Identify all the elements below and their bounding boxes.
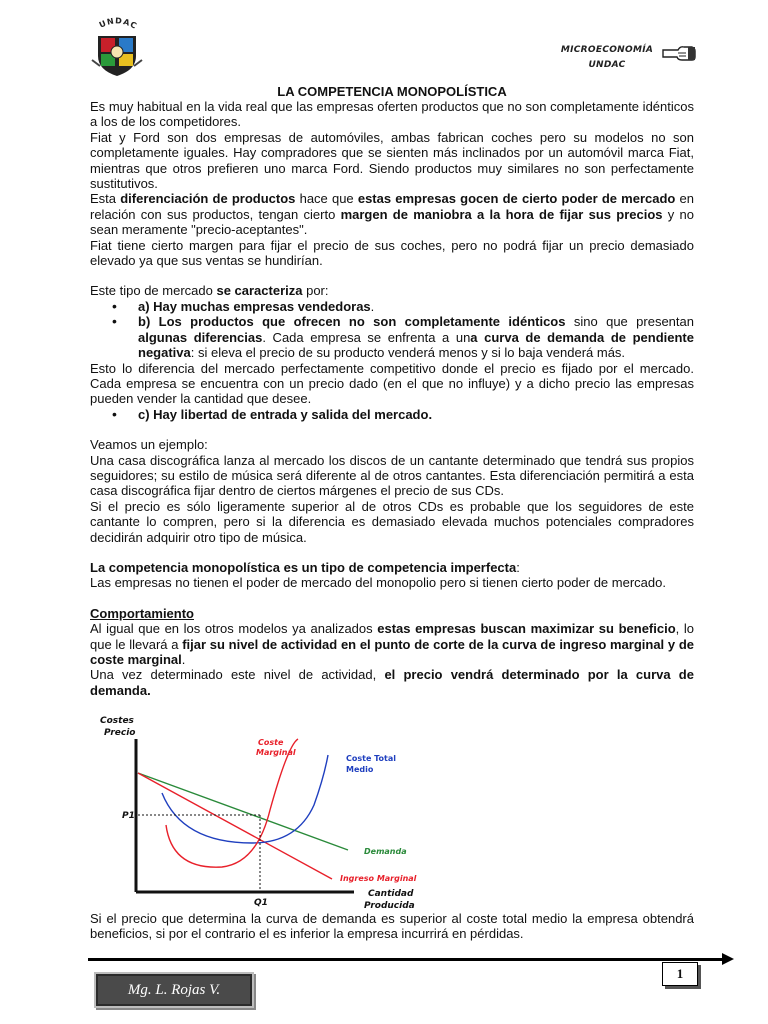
list-item: • a) Hay muchas empresas vendedoras. bbox=[90, 299, 694, 314]
paragraph: La competencia monopolística es un tipo de competencia imperfecta: bbox=[90, 559, 520, 575]
paragraph: Las empresas no tienen el poder de mercado del monopolio pero si tienen cierto poder de mercado. bbox=[90, 575, 666, 591]
footer-rule bbox=[88, 958, 728, 961]
marginal-revenue-label: Ingreso Marginal bbox=[340, 874, 417, 883]
paragraph: Fiat tiene cierto margen para fijar el precio de sus coches, pero no podrá fijar un precio demasiado elevado ya que sus ventas se hundirían. bbox=[90, 237, 694, 269]
paragraph: Veamos un ejemplo: bbox=[90, 437, 208, 453]
course-header bbox=[552, 43, 662, 73]
list-item: • b) Los productos que ofrecen no son completamente idénticos sino que presentan algunas diferencias. Cada empresa se enfrenta a una curva de demanda de pendiente negativa: si eleva el precio de su producto venderá menos y si lo baja venderá más. bbox=[90, 314, 694, 360]
average-total-cost-label: Medio bbox=[346, 765, 374, 774]
paragraph: Si el precio es sólo ligeramente superior al de otros CDs es probable que los seguidores de este cantante lo compren, pero si la diferencia es demasiado elevada muchos potenciales compradores decidirán adquirir otro tipo de música. bbox=[90, 498, 694, 545]
document-body bbox=[90, 99, 694, 698]
svg-text:UNDAC bbox=[98, 16, 139, 31]
marginal-cost-label: Marginal bbox=[256, 748, 296, 757]
characteristics-list bbox=[90, 407, 694, 422]
demand-label: Demanda bbox=[364, 847, 407, 856]
paragraph: Es muy habitual en la vida real que las empresas oferten productos que no son completamente idénticos a los de los competidores. bbox=[90, 99, 694, 130]
monopolistic-competition-chart bbox=[92, 715, 422, 915]
paragraph: Una vez determinado este nivel de actividad, el precio vendrá determinado por la curva de demanda. bbox=[90, 667, 694, 698]
paragraph: Fiat y Ford son dos empresas de automóviles, ambas fabrican coches pero su modelos no son completamente iguales. Hay compradores que se sienten más inclinados por un automóvil marca Fiat, mientras que otros prefieren uno marca Ford. Siendo productos muy similares no son perfectamente sustitutivos. bbox=[90, 129, 694, 192]
paragraph: Al igual que en los otros modelos ya analizados estas empresas buscan maximizar su beneficio, lo que le llevará a fijar su nivel de actividad en el punto de corte de la curva de ingreso marginal y de coste marginal. bbox=[90, 621, 695, 667]
university-logo bbox=[88, 16, 146, 78]
author-badge: Mg. L. Rojas V. bbox=[94, 972, 254, 1008]
page-title: LA COMPETENCIA MONOPOLÍSTICA bbox=[277, 84, 507, 99]
page-number: 1 bbox=[662, 962, 698, 986]
marginal-cost-curve bbox=[166, 739, 298, 867]
paragraph: Esto lo diferencia del mercado perfectamente competitivo donde el precio es fijado por el mercado. Cada empresa se encuentra con un precio dado (en el que no influye) y a dicho precio las empresas pueden vender la cantidad que desee. bbox=[90, 360, 694, 407]
paragraph: Si el precio que determina la curva de demanda es superior al coste total medio la empresa obtendrá beneficios, si por el contrario el es inferior la empresa incurrirá en pérdidas. bbox=[90, 911, 694, 942]
section-heading: Comportamiento bbox=[90, 605, 194, 621]
characteristics-list bbox=[90, 299, 694, 361]
arrow-icon bbox=[722, 953, 734, 965]
x-axis-label: Producida bbox=[364, 901, 415, 911]
course-name: MICROECONOMÍA bbox=[560, 45, 654, 55]
p1-label: P1 bbox=[122, 811, 135, 821]
y-axis-label: Precio bbox=[104, 728, 136, 738]
y-axis-label: Costes bbox=[100, 716, 134, 726]
paragraph: Este tipo de mercado se caracteriza por: bbox=[90, 283, 329, 299]
average-total-cost-label: Coste Total bbox=[346, 754, 397, 763]
marginal-cost-label: Coste bbox=[258, 738, 284, 747]
pointing-hand-icon bbox=[662, 42, 696, 64]
paragraph: Esta diferenciación de productos hace que estas empresas gocen de cierto poder de mercado en relación con sus productos, tengan cierto margen de maniobra a la hora de fijar sus precios y no sean meramente "precio-aceptantes". bbox=[90, 191, 695, 238]
logo-text: UNDAC bbox=[97, 16, 139, 31]
paragraph: Una casa discográfica lanza al mercado los discos de un cantante determinado que tendrá sus propios seguidores; su estilo de música será diferente al de otros cantantes. Esta diferenciación permitirá a esta casa discográfica fijar dentro de ciertos márgenes el precio de sus CDs. bbox=[90, 452, 694, 499]
x-axis-label: Cantidad bbox=[368, 889, 414, 899]
list-item: • c) Hay libertad de entrada y salida del mercado. bbox=[90, 407, 694, 422]
course-university: UNDAC bbox=[588, 60, 626, 70]
q1-label: Q1 bbox=[254, 898, 268, 908]
